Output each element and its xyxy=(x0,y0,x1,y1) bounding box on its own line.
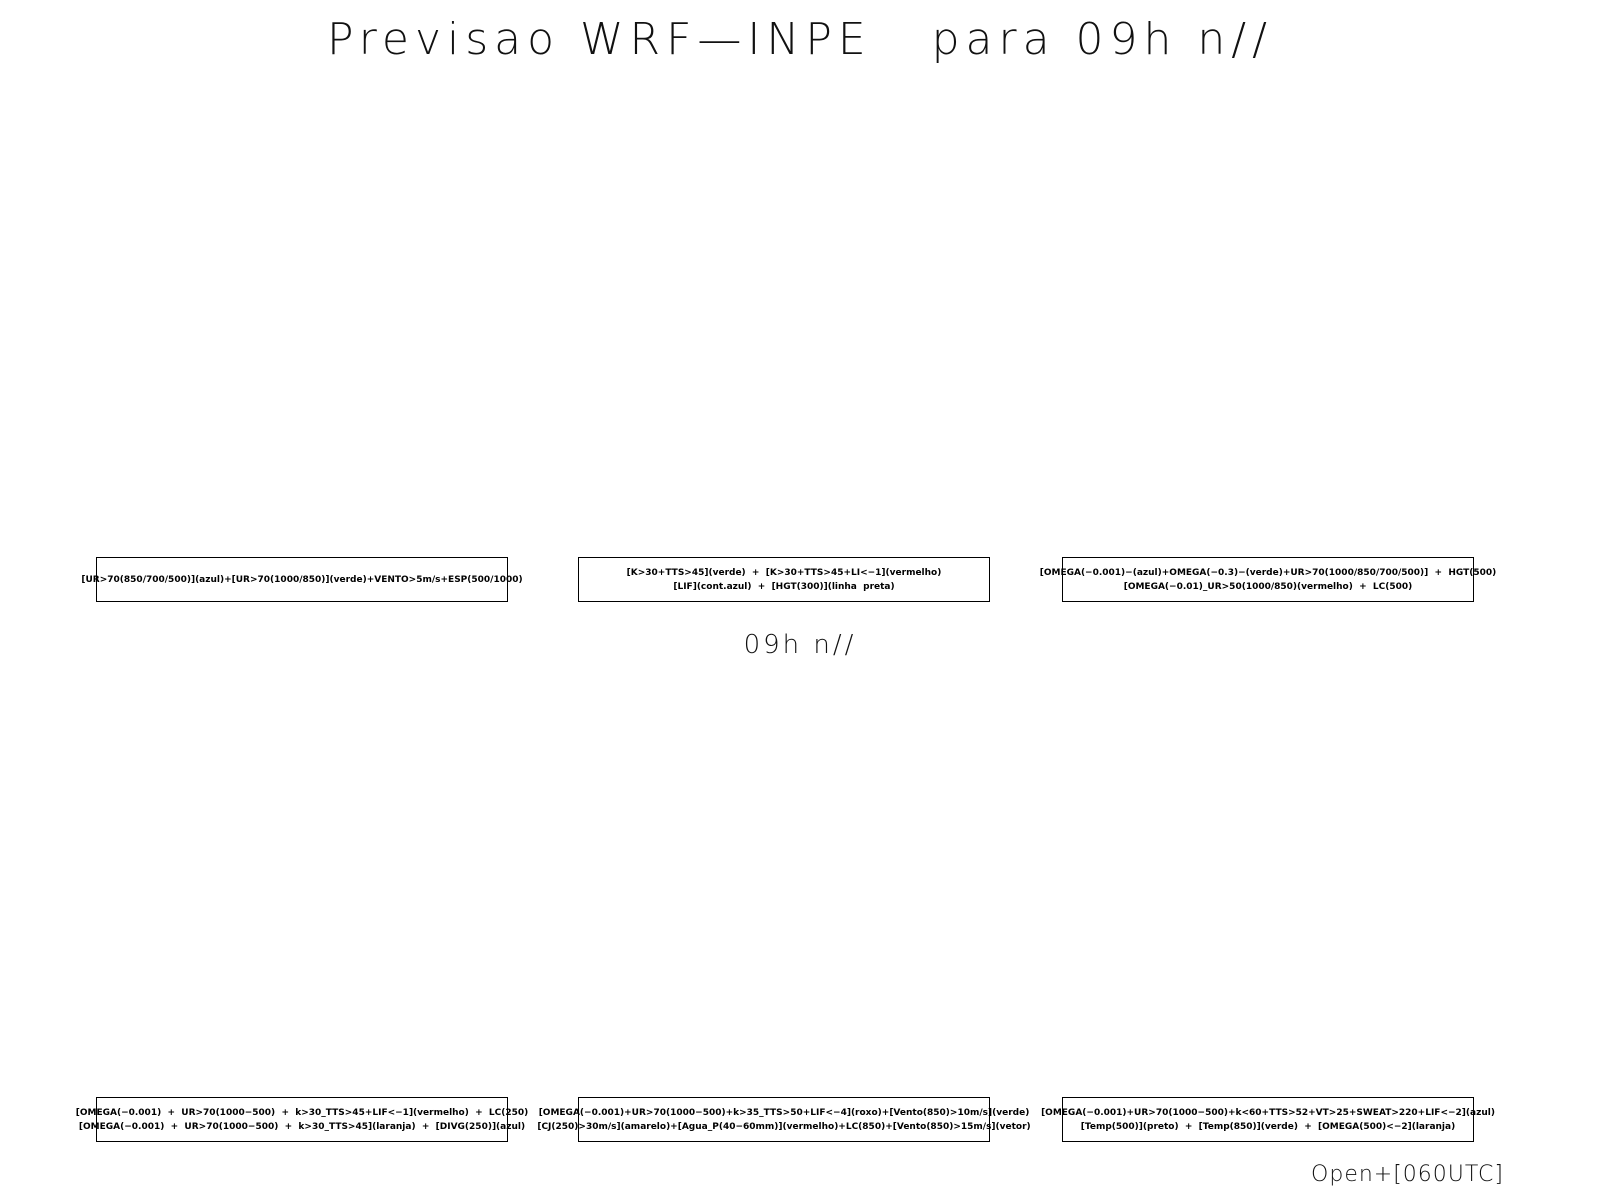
legend-box-top-left xyxy=(81,557,523,602)
page-title: Previsao WRF—INPE para 09h n// xyxy=(327,14,1273,65)
legend-box-top-center xyxy=(578,557,990,602)
legend-line: [OMEGA(−0.001) + UR>70(1000−500) + k>30_TTS>45+LIF<−1](vermelho) + LC(250) xyxy=(75,1107,529,1118)
legend-line: [UR>70(850/700/500)](azul)+[UR>70(1000/850)](verde)+VENTO>5m/s+ESP(500/1000) xyxy=(81,574,523,585)
legend-line: [OMEGA(−0.001)+UR>70(1000−500)+k<60+TTS>52+VT>25+SWEAT>220+LIF<−2](azul) xyxy=(1041,1107,1495,1118)
map-panel-top-left xyxy=(96,100,508,550)
map-panel-bottom-left xyxy=(96,690,508,1090)
legend-box-bottom-left xyxy=(75,1097,529,1142)
legend-line: [LIF](cont.azul) + [HGT(300)](linha preta) xyxy=(673,581,895,592)
legend-box-top-right xyxy=(1039,557,1497,602)
legend-line: [OMEGA(−0.01)_UR>50(1000/850)(vermelho) + LC(500) xyxy=(1123,581,1413,592)
legend-box-bottom-center xyxy=(537,1097,1031,1142)
legend-line: [Temp(500)](preto) + [Temp(850)](verde) + [OMEGA(500)<−2](laranja) xyxy=(1080,1121,1456,1132)
map-panel-top-center xyxy=(578,100,990,550)
map-panel-bottom-right xyxy=(1062,690,1474,1090)
section-subtitle: 09h n// xyxy=(743,630,857,660)
legend-line: [CJ(250)>30m/s](amarelo)+[Agua_P(40−60mm)](vermelho)+LC(850)+[Vento(850)>15m/s](vetor) xyxy=(537,1121,1031,1132)
legend-line: [OMEGA(−0.001) + UR>70(1000−500) + k>30_TTS>45](laranja) + [DIVG(250)](azul) xyxy=(78,1121,526,1132)
legend-line: [OMEGA(−0.001)−(azul)+OMEGA(−0.3)−(verde)+UR>70(1000/850/700/500)] + HGT(500) xyxy=(1039,567,1497,578)
legend-line: [K>30+TTS>45](verde) + [K>30+TTS>45+LI<−1](vermelho) xyxy=(626,567,942,578)
legend-line: [OMEGA(−0.001)+UR>70(1000−500)+k>35_TTS>50+LIF<−4](roxo)+[Vento(850)>10m/s](verde) xyxy=(538,1107,1030,1118)
legend-box-bottom-right xyxy=(1041,1097,1495,1142)
map-panel-top-right xyxy=(1062,100,1474,550)
map-panel-bottom-center xyxy=(578,690,990,1090)
footer-label: Open+[060UTC] xyxy=(1311,1162,1504,1187)
